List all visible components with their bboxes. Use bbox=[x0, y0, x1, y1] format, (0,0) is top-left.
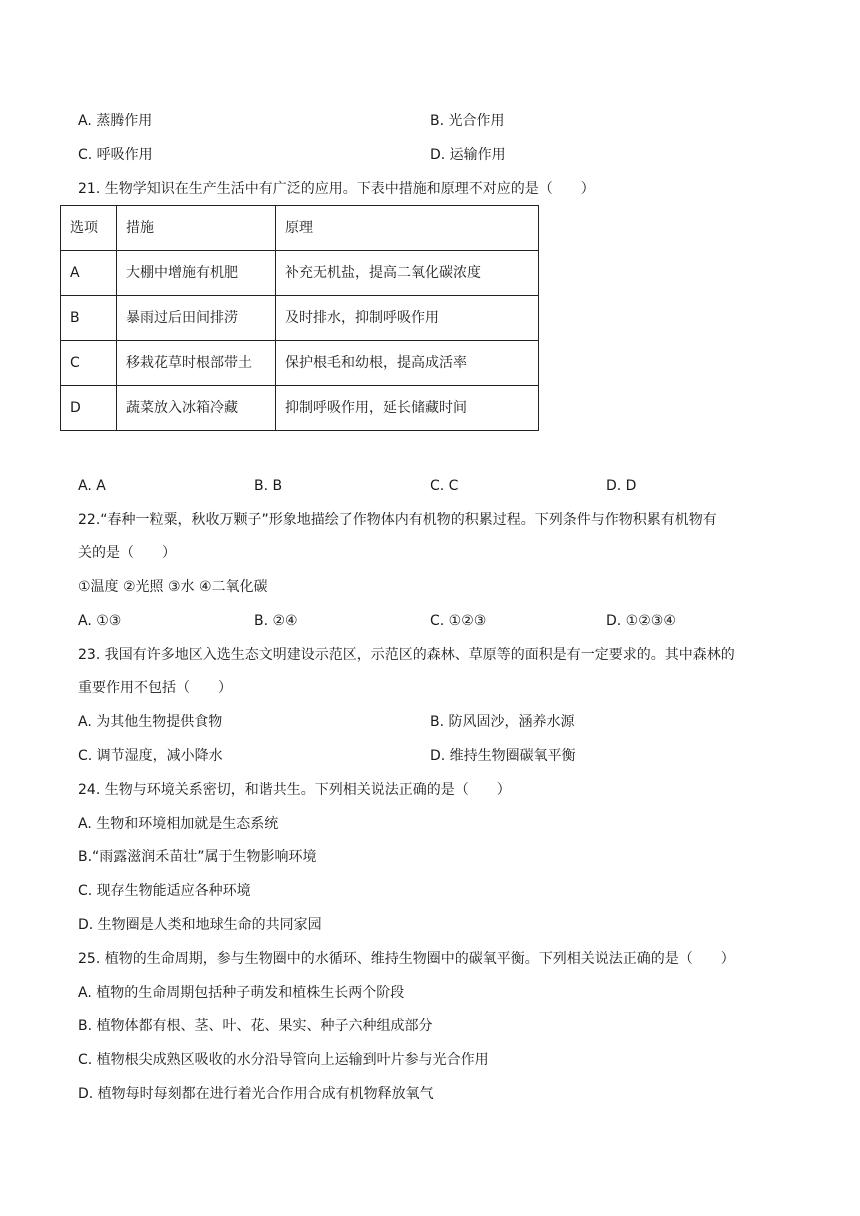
table-cell: 补充无机盐，提高二氧化碳浓度 bbox=[276, 251, 539, 296]
table-cell: A bbox=[61, 251, 117, 296]
q20-option-a: A. 蒸腾作用 bbox=[78, 113, 153, 129]
q25-option-d: D. 植物每时每刻都在进行着光合作用合成有机物释放氧气 bbox=[78, 1086, 434, 1102]
q24-option-a: A. 生物和环境相加就是生态系统 bbox=[78, 816, 279, 832]
q22-stem-line2: 关的是（ ） bbox=[78, 545, 176, 561]
table-cell: D bbox=[61, 386, 117, 431]
q20-option-d: D. 运输作用 bbox=[430, 147, 506, 163]
q24-option-b: B.“雨露滋润禾苗壮”属于生物影响环境 bbox=[78, 849, 317, 865]
q23-option-d: D. 维持生物圈碳氧平衡 bbox=[430, 748, 576, 764]
q21-option-b: B. B bbox=[254, 478, 283, 494]
q23-stem-line2: 重要作用不包括（ ） bbox=[78, 680, 232, 696]
q20-option-b: B. 光合作用 bbox=[430, 113, 505, 129]
q24-stem: 24. 生物与环境关系密切，和谐共生。下列相关说法正确的是（ ） bbox=[78, 782, 511, 798]
table-cell: 抑制呼吸作用，延长储藏时间 bbox=[276, 386, 539, 431]
q23-option-a: A. 为其他生物提供食物 bbox=[78, 714, 223, 730]
q23-option-b: B. 防风固沙，涵养水源 bbox=[430, 714, 575, 730]
table-row bbox=[61, 386, 539, 431]
table-cell: B bbox=[61, 296, 117, 341]
table-cell: 蔬菜放入冰箱冷藏 bbox=[117, 386, 276, 431]
q21-table bbox=[60, 205, 539, 431]
q24-option-c: C. 现存生物能适应各种环境 bbox=[78, 883, 251, 899]
table-cell: 暴雨过后田间排涝 bbox=[117, 296, 276, 341]
q25-option-a: A. 植物的生命周期包括种子萌发和植株生长两个阶段 bbox=[78, 985, 405, 1001]
q22-option-d: D. ①②③④ bbox=[606, 613, 676, 629]
q21-option-c: C. C bbox=[430, 478, 459, 494]
q23-option-c: C. 调节湿度，减小降水 bbox=[78, 748, 223, 764]
q22-conditions: ①温度 ②光照 ③水 ④二氧化碳 bbox=[78, 579, 268, 595]
table-header-option: 选项 bbox=[61, 206, 117, 251]
q25-option-c: C. 植物根尖成熟区吸收的水分沿导管向上运输到叶片参与光合作用 bbox=[78, 1052, 489, 1068]
q21-stem: 21. 生物学知识在生产生活中有广泛的应用。下表中措施和原理不对应的是（ ） bbox=[78, 181, 595, 197]
q20-option-c: C. 呼吸作用 bbox=[78, 147, 153, 163]
q22-option-c: C. ①②③ bbox=[430, 613, 487, 629]
table-cell: 保护根毛和幼根，提高成活率 bbox=[276, 341, 539, 386]
q25-option-b: B. 植物体都有根、茎、叶、花、果实、种子六种组成部分 bbox=[78, 1018, 433, 1034]
q21-option-a: A. A bbox=[78, 478, 106, 494]
q23-stem-line1: 23. 我国有许多地区入选生态文明建设示范区，示范区的森林、草原等的面积是有一定要求的。其中森林的 bbox=[78, 647, 735, 663]
q22-stem-line1: 22.“春种一粒粟，秋收万颗子”形象地描绘了作物体内有机物的积累过程。下列条件与作物积累有机物有 bbox=[78, 512, 717, 528]
q21-option-d: D. D bbox=[606, 478, 637, 494]
table-cell: 及时排水，抑制呼吸作用 bbox=[276, 296, 539, 341]
table-row bbox=[61, 341, 539, 386]
table-cell: 移栽花草时根部带土 bbox=[117, 341, 276, 386]
q22-option-b: B. ②④ bbox=[254, 613, 298, 629]
table-row bbox=[61, 251, 539, 296]
q22-option-a: A. ①③ bbox=[78, 613, 122, 629]
table-row bbox=[61, 296, 539, 341]
q24-option-d: D. 生物圈是人类和地球生命的共同家园 bbox=[78, 917, 322, 933]
q25-stem: 25. 植物的生命周期，参与生物圈中的水循环、维持生物圈中的碳氧平衡。下列相关说法正确的是（ ） bbox=[78, 951, 735, 967]
table-header-principle: 原理 bbox=[276, 206, 539, 251]
table-header-measure: 措施 bbox=[117, 206, 276, 251]
table-cell: 大棚中增施有机肥 bbox=[117, 251, 276, 296]
table-header-row bbox=[61, 206, 539, 251]
table-cell: C bbox=[61, 341, 117, 386]
